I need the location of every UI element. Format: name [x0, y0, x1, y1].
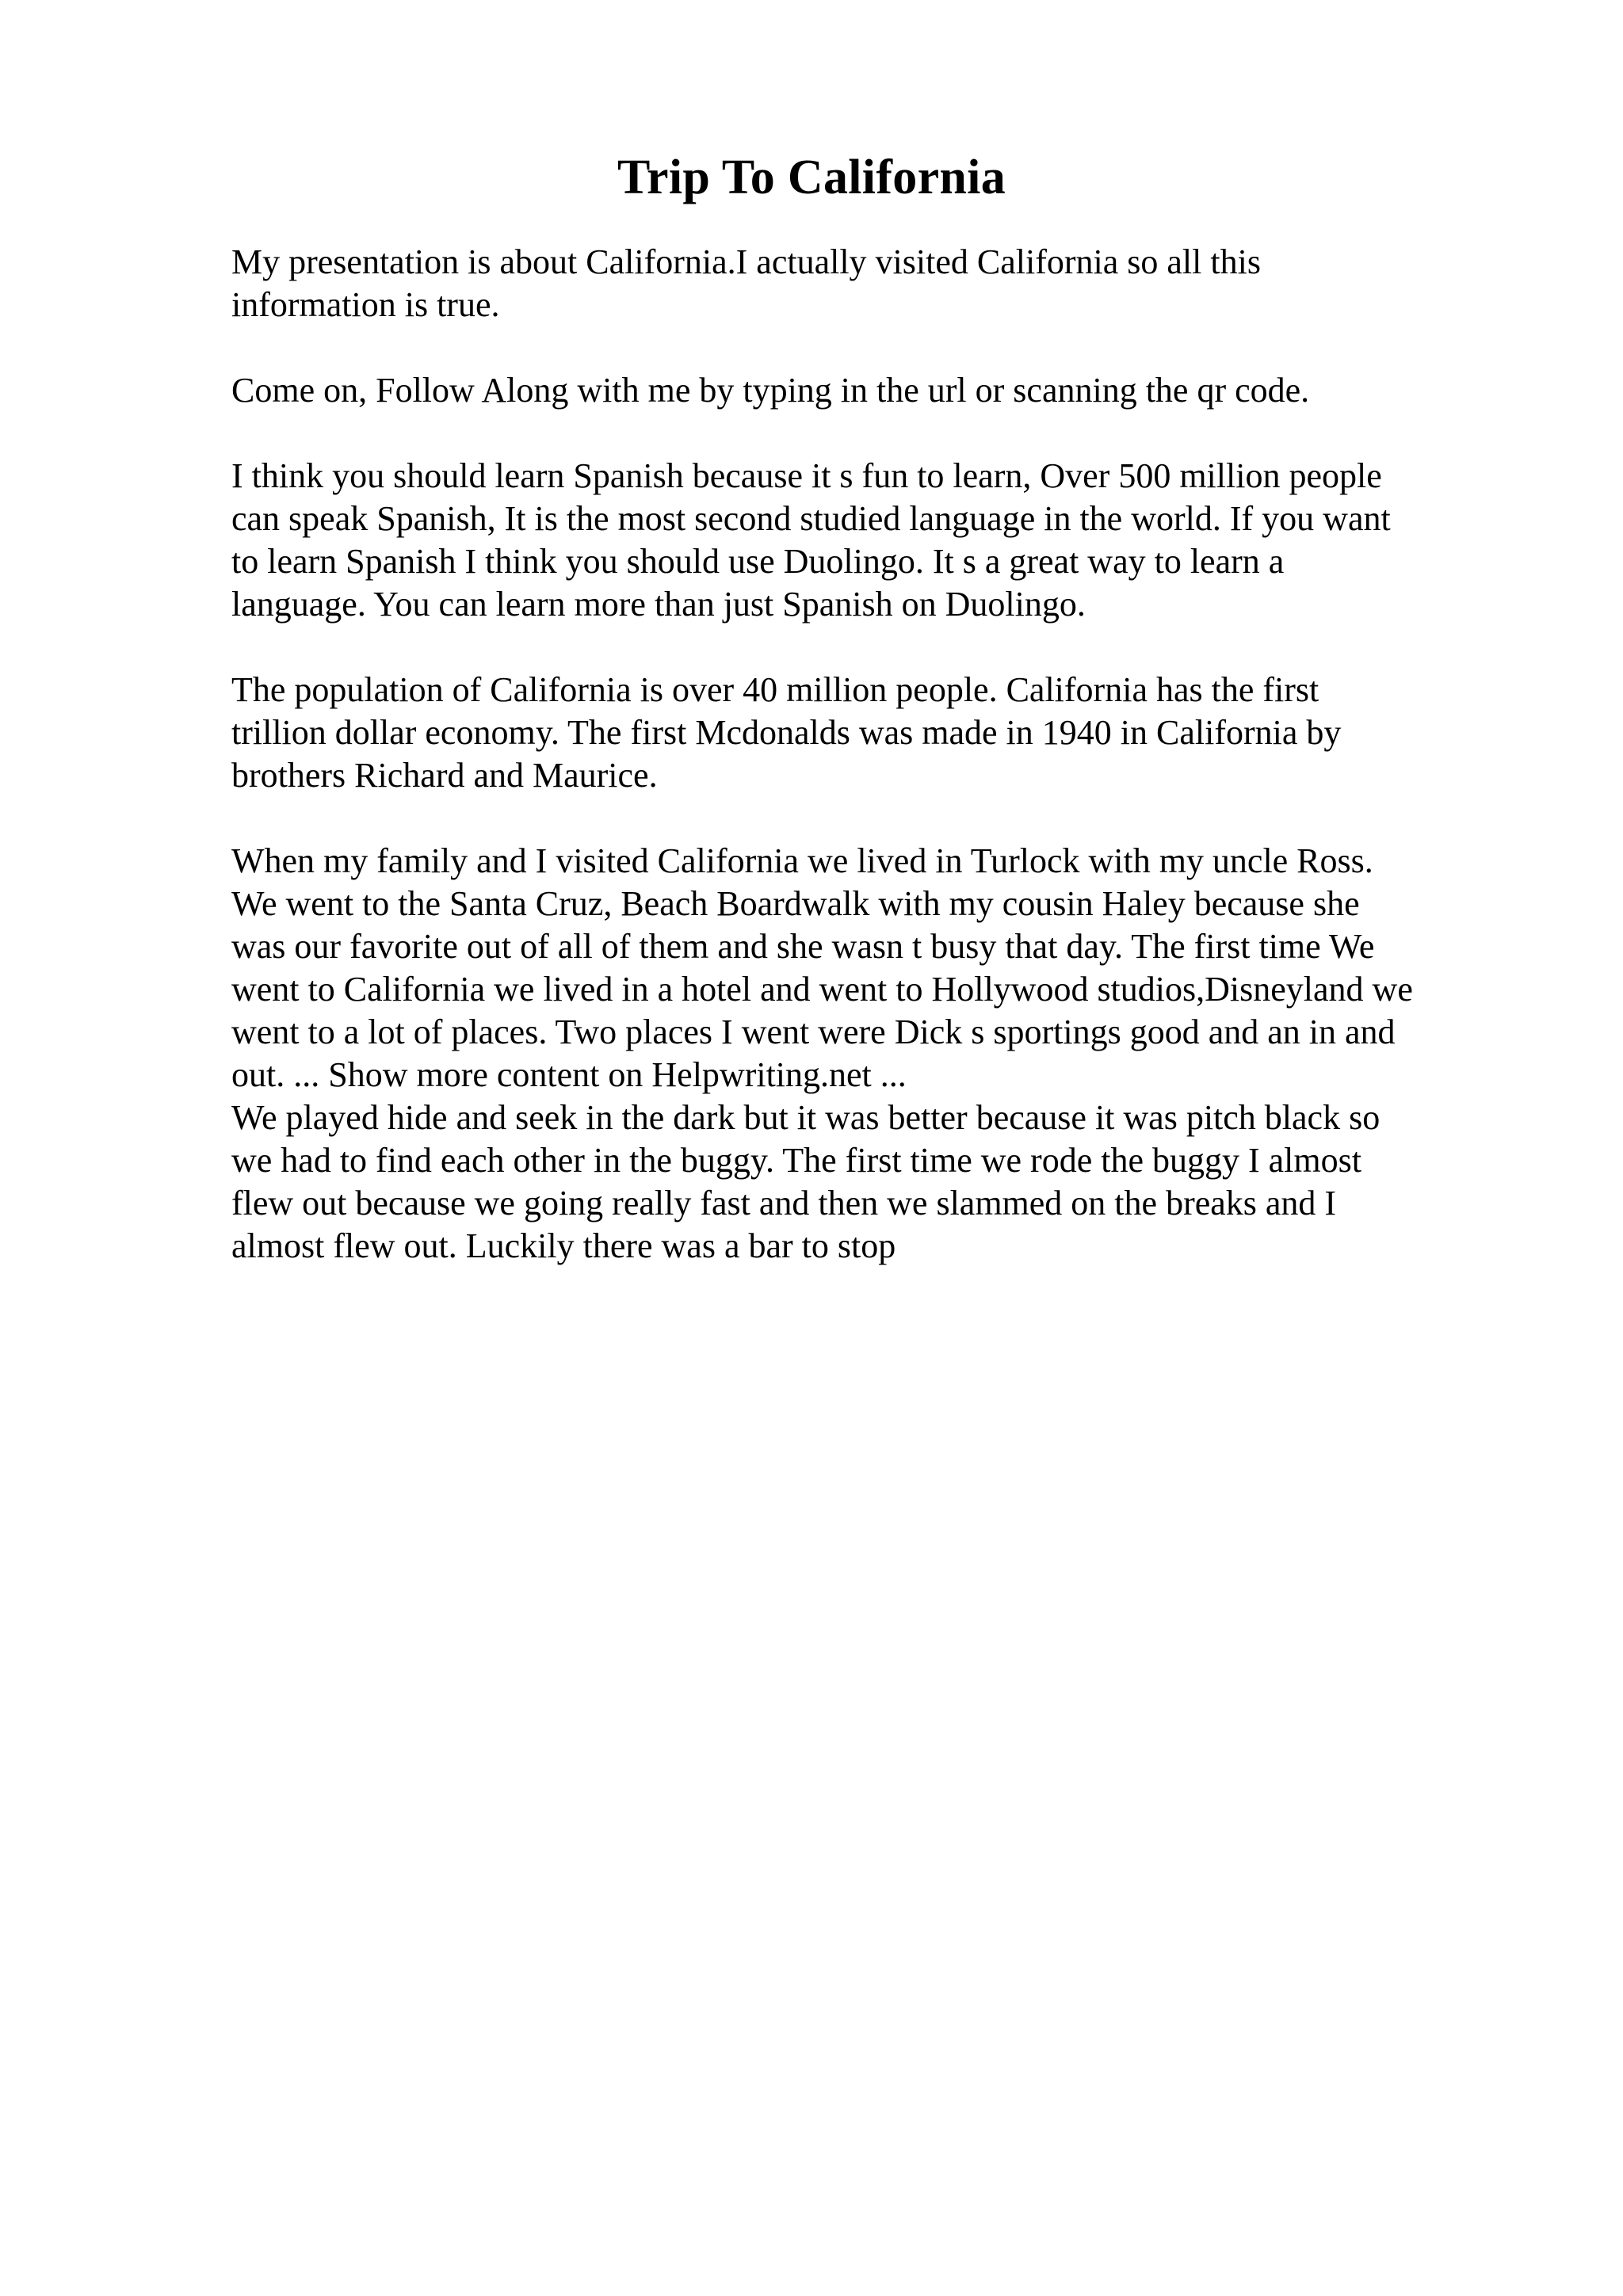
text-line: almost flew out. Luckily there was a bar to stop [231, 1226, 896, 1265]
text-line: The population of California is over 40 million people. California has the first [231, 670, 1319, 709]
text-line: Come on, Follow Along with me by typing in the url or scanning the qr code. [231, 371, 1310, 410]
text-line: can speak Spanish, It is the most second studied language in the world. If you want [231, 499, 1391, 538]
paragraph-intro [231, 241, 1499, 326]
text-line: to learn Spanish I think you should use Duolingo. It s a great way to learn a [231, 542, 1285, 581]
text-line: information is true. [231, 285, 500, 324]
text-line: out. ... Show more content on Helpwriting.net ... [231, 1055, 907, 1094]
text-line: language. You can learn more than just Spanish on Duolingo. [231, 585, 1086, 624]
text-line: flew out because we going really fast and then we slammed on the breaks and I [231, 1184, 1337, 1222]
text-line: went to California we lived in a hotel and went to Hollywood studios,Disneyland we [231, 970, 1413, 1009]
text-line: trillion dollar economy. The first Mcdonalds was made in 1940 in California by [231, 713, 1342, 752]
text-line: went to a lot of places. Two places I went were Dick s sportings good and an in and [231, 1013, 1396, 1051]
text-line: When my family and I visited California we lived in Turlock with my uncle Ross. [231, 841, 1373, 880]
text-line: was our favorite out of all of them and she wasn t busy that day. The first time We [231, 927, 1375, 966]
text-line: we had to find each other in the buggy. The first time we rode the buggy I almost [231, 1141, 1361, 1180]
text-line: brothers Richard and Maurice. [231, 756, 658, 795]
paragraph-population [231, 669, 1499, 797]
paragraph-follow-along [231, 369, 1499, 412]
text-line: I think you should learn Spanish because it s fun to learn, Over 500 million people [231, 456, 1382, 495]
paragraph-hide-and-seek [231, 1097, 1499, 1268]
document-body [231, 241, 1499, 1268]
paragraph-spanish [231, 455, 1499, 626]
text-line: My presentation is about California.I actually visited California so all this [231, 242, 1261, 281]
document-title: Trip To California [617, 151, 1006, 204]
text-line: We played hide and seek in the dark but it was better because it was pitch black so [231, 1098, 1381, 1137]
paragraph-family-visit [231, 840, 1499, 1097]
text-line: We went to the Santa Cruz, Beach Boardwalk with my cousin Haley because she [231, 884, 1360, 923]
